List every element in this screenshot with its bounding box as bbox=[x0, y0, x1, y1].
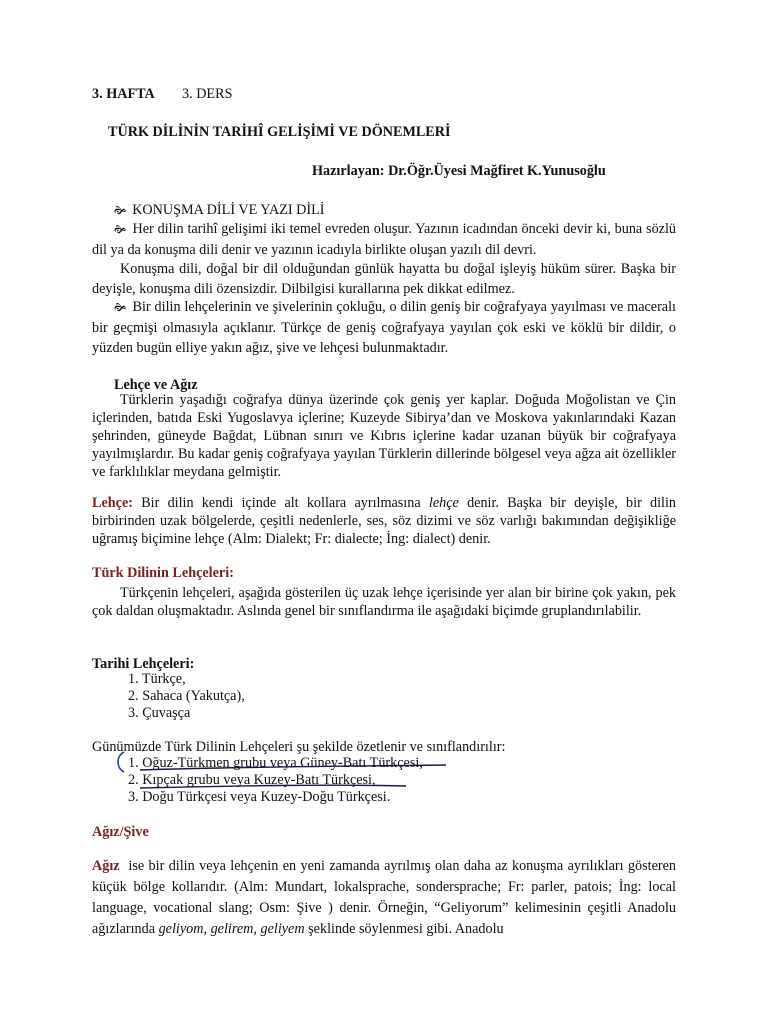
turk-dialects-paragraph: Türkçenin lehçeleri, aşağıda gösterilen üç uzak lehçe içerisinde yer alan bir birine çok yakın, pek çok daldan oluşmaktadır. Aslında genel bir sınıflandırma ile aşağıdaki biçimde gruplandırılabilir. bbox=[92, 585, 676, 619]
list-item: 3. Doğu Türkçesi veya Kuzey-Doğu Türkçesi. bbox=[128, 789, 391, 805]
list-item: 2. Sahaca (Yakutça), bbox=[128, 688, 245, 704]
section2-paragraph: Türklerin yaşadığı coğrafya dünya üzerinde çok geniş yer kaplar. Doğuda Moğolistan ve Çin içlerinden, batıda Eski Yugoslavya içlerine; Kuzeyde Sibirya’dan ve Moskova yakınlarındaki Kazan şehrinden, güneyde Bağdat, Lübnan sınırı ve Kıbrıs içlerine kadar uzanan büyük bir coğrafyaya yayılmışlardır. Bu kadar geniş coğrafyaya yayılan Türklerin dillerinde bölgesel veya ağza ait özellikler ve farklılıklar meydana gelmiştir. bbox=[92, 392, 676, 480]
section1-p3-text: Bir dilin lehçelerinin ve şivelerinin çokluğu, o dilin geniş bir coğrafyaya yayılması ve maceralı bir geçmişi olmasıyla açıklanır. Türkçe de geniş coğrafyaya yayılan çok eski ve köklü bir dildir, o yüzden bugün elliye yakın ağız, şive ve lehçesi bulunmaktadır. bbox=[92, 299, 676, 356]
section2-heading: Lehçe ve Ağız bbox=[114, 377, 198, 393]
modern-intro: Günümüzde Türk Dilinin Lehçeleri şu şekilde özetlenir ve sınıflandırılır: bbox=[92, 739, 506, 755]
lesson-label: 3. DERS bbox=[182, 86, 233, 102]
author-line bbox=[312, 161, 606, 181]
bullet-icon: 🙞 bbox=[114, 223, 127, 236]
bullet-icon: 🙞 bbox=[114, 301, 127, 314]
section1-paragraph-2: Konuşma dili, doğal bir dil olduğundan günlük hayatta bu doğal işleyiş hüküm sürer. Başka bir deyişle, konuşma dili özensizdir. Dilbilgisi kurallarına pek dikkat edilmez. bbox=[92, 261, 676, 297]
list-item: 2. Kıpçak grubu veya Kuzey-Batı Türkçesi, bbox=[128, 772, 376, 788]
turk-dialects-heading: Türk Dilinin Lehçeleri: bbox=[92, 565, 234, 581]
lehce-def-italic: lehçe bbox=[428, 495, 459, 511]
lehce-definition bbox=[92, 494, 676, 548]
bullet-icon: 🙞 bbox=[114, 204, 127, 217]
historical-heading: Tarihi Lehçeleri: bbox=[92, 656, 195, 672]
agiz-term: Ağız bbox=[92, 858, 120, 874]
agiz-text-1: ise bir dilin veya lehçenin en yeni zamanda ayrılmış olan daha az konuşma ayrılıkları gösteren küçük bölge kollarıdır. (Alm: Mundart, lokalsprache, sondersprache; Fr: parler, patois; İng: local language, vocational slang; Osm: Şive ) denir. Örneğin, “Geliyorum” kelimesinin çeşitli Anadolu ağızlarında bbox=[92, 858, 677, 937]
list-item: 1. Türkçe, bbox=[128, 671, 186, 687]
pen-annotation bbox=[110, 748, 460, 798]
agiz-italic: geliyom, gelirem, geliyem bbox=[158, 921, 305, 937]
underline-mark-icon bbox=[140, 765, 446, 770]
historical-list bbox=[128, 671, 245, 722]
prepared-label: Hazırlayan: bbox=[312, 163, 385, 179]
section1-paragraph-3 bbox=[92, 297, 676, 358]
section1-paragraph-1 bbox=[92, 219, 676, 260]
agiz-heading: Ağız/Şive bbox=[92, 824, 149, 840]
list-item: 1. Oğuz-Türkmen grubu veya Güney-Batı Türkçesi, bbox=[128, 755, 423, 771]
page-title: TÜRK DİLİNİN TARİHÎ GELİŞİMİ VE DÖNEMLERİ bbox=[108, 124, 451, 140]
list-item: 3. Çuvaşça bbox=[128, 705, 191, 721]
lehce-term: Lehçe: bbox=[92, 495, 133, 511]
agiz-paragraph bbox=[92, 856, 676, 940]
agiz-text-2: şeklinde söylenmesi gibi. Anadolu bbox=[308, 921, 504, 937]
section1-heading bbox=[114, 200, 674, 221]
section1-p1-text: Her dilin tarihî gelişimi iki temel evreden oluşur. Yazının icadından önceki devir ki, buna sözlü dil ya da konuşma dili denir ve yazının icadıyla birlikte oluşan yazılı dil devri. bbox=[92, 221, 676, 258]
week-label: 3. HAFTA bbox=[92, 86, 155, 102]
section1-heading-text: KONUŞMA DİLİ VE YAZI DİLİ bbox=[132, 202, 325, 218]
author-name: Dr.Öğr.Üyesi Mağfiret K.Yunusoğlu bbox=[388, 163, 606, 179]
lehce-def-before: Bir dilin kendi içinde alt kollara ayrılmasına bbox=[141, 495, 421, 511]
bracket-mark-icon bbox=[118, 752, 124, 772]
lehce-def-after: denir. Başka bir deyişle, bir dilin birbirinden uzak bölgelerde, çeşitli nedenlerle, ses, söz dizimi ve söz varlığı bakımından değişikliğe uğramış biçimine lehçe (Alm: Dialekt; Fr: dialecte; İng: dialect) denir. bbox=[92, 495, 677, 547]
underline-mark-icon bbox=[140, 785, 406, 788]
